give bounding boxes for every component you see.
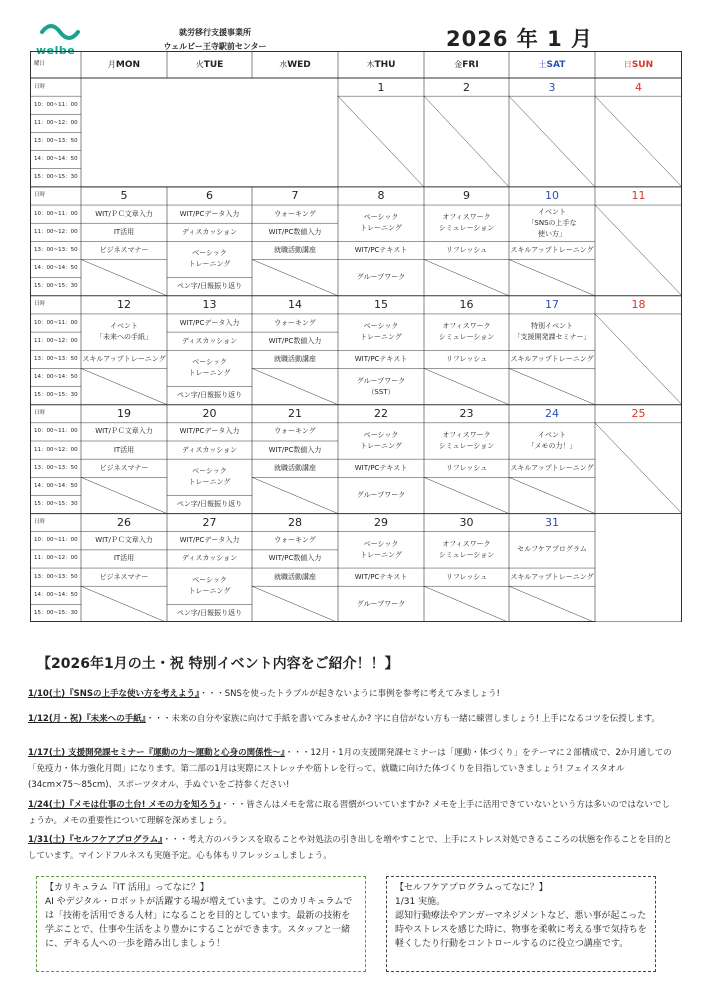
time-slot-label: 15：00~15：30 <box>34 609 78 616</box>
program-cell: ウォーキング <box>274 209 316 218</box>
program-cell: イベント 「未来への手紙」 <box>96 322 152 342</box>
time-slot-label: 10：00~11：00 <box>34 101 78 108</box>
time-slot-label: 11：00~12：00 <box>34 555 78 562</box>
weekday-jp: 金 <box>454 59 463 69</box>
date-number: 9 <box>463 189 470 203</box>
program-cell: イベント 「メモの力！」 <box>527 430 577 450</box>
slash-empty-cell <box>595 205 682 296</box>
date-number <box>252 78 338 96</box>
program-cell: グループワーク （SST） <box>356 376 406 396</box>
program-cell: リフレッシュ <box>445 463 488 472</box>
time-slot-label: 11：00~12：00 <box>34 337 78 344</box>
page-title: 2026 年 1 月 <box>446 27 593 51</box>
program-cell: WIT/PCデータ入力 <box>179 427 240 436</box>
program-cell: ディスカッション <box>181 445 238 454</box>
date-number: 25 <box>631 407 646 421</box>
weekday-header <box>338 51 424 78</box>
date-row-label: 日時 <box>34 192 46 199</box>
program-cell: ペン字/日報振り返り <box>176 282 243 291</box>
weekday-en: THU <box>374 59 396 70</box>
event-text: ・・・SNSを使ったトラブルが起きないように事例を参考に考えてみましょう! <box>199 689 500 699</box>
date-number: 6 <box>206 189 213 203</box>
program-cell: WIT/PCテキスト <box>354 572 408 581</box>
date-number: 29 <box>374 516 388 530</box>
program-cell: ベーシック トレーニング <box>360 539 402 559</box>
weekday-en: FRI <box>462 59 479 70</box>
program-cell: WIT/PC数値入力 <box>268 445 322 454</box>
date-number: 8 <box>377 189 385 203</box>
it-curriculum-box <box>36 876 366 972</box>
time-slot-label: 11：00~12：00 <box>34 446 78 453</box>
date-number: 18 <box>631 298 646 312</box>
program-cell: WIT/PCテキスト <box>354 354 408 363</box>
date-number: 1 <box>377 80 385 94</box>
weekday-en: MON <box>115 59 141 70</box>
date-number: 31 <box>545 516 559 530</box>
date-number: 11 <box>631 189 646 203</box>
program-cell: ディスカッション <box>181 336 238 345</box>
date-number: 30 <box>459 516 474 530</box>
time-slot-label: 14：00~14：50 <box>34 373 78 380</box>
date-number: 4 <box>635 80 642 94</box>
slash-empty-cell <box>424 96 509 187</box>
slash-empty-cell <box>81 477 167 513</box>
selfcare-box-date: 1/31 実施。 <box>395 897 446 907</box>
weekday-header <box>81 51 167 78</box>
program-cell: WIT/PC数値入力 <box>268 336 322 345</box>
program-cell: ベーシック トレーニング <box>188 358 231 378</box>
program-cell: WIT/PCデータ入力 <box>179 536 240 545</box>
weekday-row-label: 曜日 <box>34 61 46 67</box>
date-number: 10 <box>545 189 559 203</box>
it-box-body: AI やデジタル・ロボットが活躍する場が増えています。このカリキュラムでは「技術を活用できる人材」になることを目的としています。最新の技術を学ぶことで、仕事や生活をより豊かにすることができます。スタッフと一緒に、デキる人への一歩を踏み出しましょう！ <box>45 897 353 949</box>
slash-empty-cell <box>81 586 167 622</box>
program-cell: WIT/PCテキスト <box>354 245 408 254</box>
program-cell: 就職活動講座 <box>274 245 316 254</box>
time-slot-label: 14：00~14：50 <box>34 156 78 163</box>
slash-empty-cell <box>424 477 509 513</box>
event-item-4 <box>28 797 678 829</box>
time-slot-label: 10：00~11：00 <box>34 210 78 217</box>
program-cell: スキルアップトレーニング <box>82 354 166 363</box>
office-line2: ウェルビー王寺駅前センター <box>163 42 267 51</box>
date-number: 19 <box>117 407 131 421</box>
time-slot-label: 13：00~13：50 <box>34 464 78 471</box>
program-cell: IT活用 <box>113 445 135 454</box>
program-cell: ウォーキング <box>274 536 316 545</box>
event-text: ・・・皆さんはメモを常に取る習慣がついていますか? メモを上手に活用できていないという方は多いのではないでしょうか。メモの重要性について理解を深めましょう。 <box>28 800 670 826</box>
logo-text: welbe <box>36 44 76 57</box>
event-title: 1/17(土) 支援開発課セミナー『運動の力〜運動と心身の関係性〜』 <box>28 748 285 758</box>
slash-empty-cell <box>424 260 509 296</box>
event-title: 1/10(土)『SNSの上手な使い方を考えよう』 <box>28 689 200 699</box>
weekday-jp: 火 <box>195 59 204 69</box>
slash-empty-cell <box>81 260 167 296</box>
slash-empty-cell <box>252 586 338 622</box>
slash-empty-cell <box>595 423 682 514</box>
event-item-1 <box>28 686 678 702</box>
slash-empty-cell <box>595 96 682 187</box>
program-cell: スキルアップトレーニング <box>510 245 594 254</box>
event-item-5 <box>28 832 678 864</box>
date-number: 24 <box>545 407 559 421</box>
program-cell: WIT/ＰＣ文章入力 <box>95 209 153 218</box>
date-number: 5 <box>120 189 128 203</box>
office-line1: 就労移行支援事業所 <box>179 28 251 37</box>
event-title: 1/12(月・祝)『未来への手紙』 <box>28 714 146 724</box>
program-cell: 特別イベント 「支援開発課セミナー」 <box>513 322 591 342</box>
slash-empty-cell <box>424 368 509 404</box>
office-name <box>160 26 270 54</box>
event-title: 1/24(土)『メモは仕事の土台! メモの力を知ろう』 <box>28 800 221 810</box>
time-slot-label: 10：00~11：00 <box>34 319 78 326</box>
weekday-jp: 日 <box>623 59 632 69</box>
date-number: 17 <box>545 298 559 312</box>
slash-empty-cell <box>252 368 338 404</box>
program-cell: オフィスワーク シミュレーション <box>438 213 495 233</box>
event-text: ・・・12月・1月の支援開発課セミナーは「運動・体づくり」をテーマに２部構成で、2か月通しての「免疫力・体力強化月間」になります。第二部の1月は実際にストレッチや筋トレを行って、就職に向けた体づくりを目指していきましょう! フェイスタオル(34cm×75〜85cm)、スポーツタオル、手ぬぐいをご持参ください! <box>28 748 672 790</box>
program-cell: ディスカッション <box>181 554 238 563</box>
date-number <box>167 78 252 96</box>
date-number: 2 <box>463 80 470 94</box>
weekday-header <box>509 51 595 78</box>
program-cell: WIT/PC数値入力 <box>268 554 322 563</box>
slash-empty-cell <box>509 586 595 622</box>
program-cell: オフィスワーク シミュレーション <box>438 539 495 559</box>
program-cell: ベーシック トレーニング <box>188 467 231 487</box>
program-cell: ビジネスマナー <box>99 572 149 581</box>
program-cell: ベーシック トレーニング <box>360 213 402 233</box>
slash-empty-cell <box>595 314 682 405</box>
date-number: 28 <box>288 516 302 530</box>
program-cell: ベーシック トレーニング <box>188 249 231 269</box>
program-cell: ビジネスマナー <box>99 245 149 254</box>
time-slot-label: 10：00~11：00 <box>34 537 78 544</box>
date-number: 27 <box>202 516 217 530</box>
date-number: 22 <box>374 407 388 421</box>
date-row-label: 日時 <box>34 519 46 526</box>
slash-empty-cell <box>252 260 338 296</box>
date-number: 14 <box>288 298 302 312</box>
program-cell: グループワーク <box>356 273 406 282</box>
program-cell: スキルアップトレーニング <box>510 572 594 581</box>
weekday-header <box>424 51 509 78</box>
program-cell: ペン字/日報振り返り <box>176 391 243 400</box>
program-cell: WIT/ＰＣ文章入力 <box>95 427 153 436</box>
program-cell: ディスカッション <box>181 227 238 236</box>
date-row-label: 日時 <box>34 83 46 90</box>
program-cell: リフレッシュ <box>445 572 488 581</box>
program-cell: グループワーク <box>356 599 406 608</box>
time-slot-label: 15：00~15：30 <box>34 392 78 399</box>
weekday-header <box>252 51 338 78</box>
date-number: 3 <box>548 80 556 94</box>
time-slot-label: 15：00~15：30 <box>34 501 78 507</box>
date-number: 12 <box>117 298 131 312</box>
program-cell: リフレッシュ <box>445 354 488 363</box>
program-cell: IT活用 <box>113 554 135 563</box>
time-slot-label: 13：00~13：50 <box>34 355 78 362</box>
weekday-en: SAT <box>546 59 566 70</box>
program-cell: WIT/PCデータ入力 <box>179 209 240 218</box>
slash-empty-cell <box>509 477 595 513</box>
program-cell: ウォーキング <box>274 427 316 436</box>
time-slot-label: 15：00~15：30 <box>34 283 78 290</box>
program-cell: オフィスワーク シミュレーション <box>438 322 495 342</box>
program-cell: ペン字/日報振り返り <box>176 500 243 508</box>
program-cell: ベーシック トレーニング <box>188 576 231 596</box>
date-number: 20 <box>202 407 217 421</box>
date-number: 16 <box>459 298 474 312</box>
date-number <box>81 78 167 96</box>
selfcare-box <box>386 876 656 972</box>
time-slot-label: 14：00~14：50 <box>34 265 78 272</box>
time-slot-label: 10：00~11：00 <box>34 428 78 435</box>
event-title: 1/31(土)『セルフケアプログラム』 <box>28 835 163 845</box>
selfcare-box-body: 認知行動療法やアンガーマネジメントなど、悪い事が起こった時やストレスを感じた時に、物事を柔軟に考える事で気持ちを軽くしたり行動をコントロールするのに役立つ講座です。 <box>395 911 647 949</box>
program-cell: WIT/PC数値入力 <box>268 227 322 236</box>
program-cell: ベーシック トレーニング <box>360 430 402 450</box>
weekday-jp: 土 <box>538 59 547 69</box>
date-number: 7 <box>291 189 299 203</box>
slash-empty-cell <box>509 260 595 296</box>
event-text: ・・・未来の自分や家族に向けて手紙を書いてみませんか? 字に自信がない方も一緒に練習しましょう! 上手になるコツを伝授します。 <box>145 714 661 724</box>
time-slot-label: 13：00~13：50 <box>34 573 78 580</box>
slash-empty-cell <box>252 477 338 513</box>
date-number: 23 <box>459 407 474 421</box>
program-cell: ベーシック トレーニング <box>360 322 402 342</box>
program-cell: イベント 「SNSの上手な 使い方」 <box>527 207 577 238</box>
program-cell: 就職活動講座 <box>274 463 316 472</box>
program-cell: ウォーキング <box>274 318 316 327</box>
time-slot-label: 13：00~13：50 <box>34 138 78 144</box>
program-cell: グループワーク <box>356 490 406 499</box>
weekday-jp: 水 <box>279 59 288 69</box>
date-row-label: 日時 <box>34 301 46 308</box>
weekday-en: WED <box>287 59 311 70</box>
selfcare-box-title: 【セルフケアプログラムってなに？】 <box>395 883 548 893</box>
slash-empty-cell <box>509 368 595 404</box>
program-cell: セルフケアプログラム <box>517 545 587 554</box>
program-cell: リフレッシュ <box>445 245 488 254</box>
program-cell: ビジネスマナー <box>99 463 149 472</box>
event-item-2 <box>28 711 678 727</box>
weekday-en: TUE <box>203 59 224 70</box>
date-number: 26 <box>117 516 131 530</box>
program-cell: ペン字/日報振り返り <box>176 608 243 617</box>
program-cell: オフィスワーク シミュレーション <box>438 430 495 450</box>
program-cell: IT活用 <box>113 227 135 236</box>
weekday-header <box>595 51 682 78</box>
slash-empty-cell <box>81 368 167 404</box>
program-cell: 就職活動講座 <box>274 354 316 363</box>
events-headline: 【2026年1月の土・祝 特別イベント内容をご紹介！！】 <box>37 656 399 672</box>
time-slot-label: 14：00~14：50 <box>34 482 78 489</box>
event-item-3 <box>28 745 678 793</box>
weekday-jp: 月 <box>107 59 116 69</box>
program-cell: WIT/ＰＣ文章入力 <box>95 536 153 545</box>
program-cell: 就職活動講座 <box>274 572 316 581</box>
it-box-title: 【カリキュラム『IT 活用』ってなに？】 <box>45 883 209 893</box>
program-cell: スキルアップトレーニング <box>510 463 594 472</box>
time-slot-label: 11：00~12：00 <box>34 228 78 235</box>
weekday-en: SUN <box>631 59 654 70</box>
date-number: 15 <box>374 298 388 312</box>
event-text: ・・・考え方のバランスを取ることや対処法の引き出しを増やすことで、上手にストレス対処できるこころの状態を作ることを目的としています。マインドフルネスも実施予定。心も体もリフレッシュしましょう。 <box>28 835 672 861</box>
weekday-jp: 木 <box>366 59 375 69</box>
weekday-header <box>167 51 252 78</box>
program-cell: WIT/PCテキスト <box>354 463 408 472</box>
time-slot-label: 11：00~12：00 <box>34 119 78 126</box>
time-slot-label: 13：00~13：50 <box>34 246 78 253</box>
program-cell: スキルアップトレーニング <box>510 354 594 363</box>
slash-empty-cell <box>338 96 424 187</box>
calendar <box>30 51 682 622</box>
date-number <box>595 514 682 532</box>
date-number: 13 <box>202 298 217 312</box>
time-slot-label: 14：00~14：50 <box>34 591 78 598</box>
program-cell: WIT/PCデータ入力 <box>179 318 240 327</box>
time-slot-label: 15：00~15：30 <box>34 174 78 181</box>
slash-empty-cell <box>509 96 595 187</box>
date-number: 21 <box>288 407 302 421</box>
date-row-label: 日時 <box>34 410 46 417</box>
slash-empty-cell <box>424 586 509 622</box>
